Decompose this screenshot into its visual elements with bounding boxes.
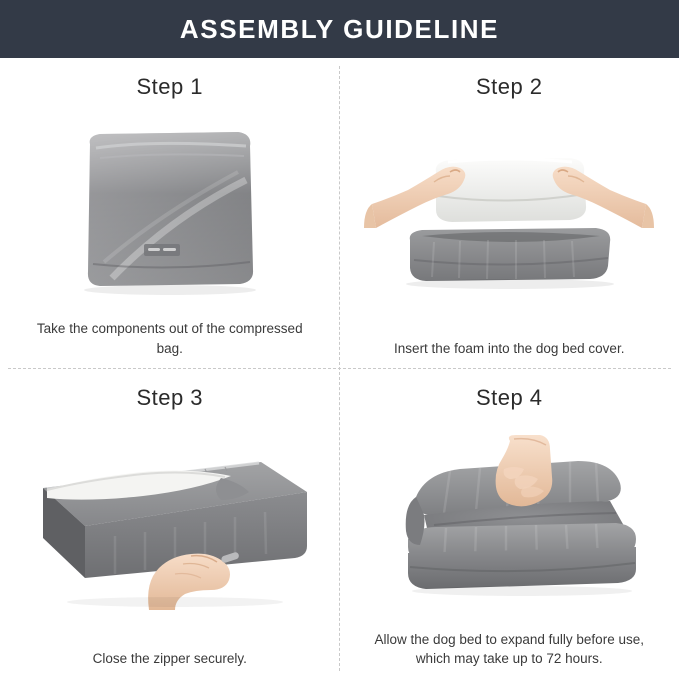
page-title: ASSEMBLY GUIDELINE bbox=[179, 13, 500, 44]
step-title-4: Step 4 bbox=[475, 384, 543, 410]
step-title-1: Step 1 bbox=[136, 74, 204, 99]
compressed-bag-illustration bbox=[14, 104, 326, 315]
step-card-1 bbox=[0, 58, 340, 369]
steps-grid bbox=[0, 58, 679, 679]
step-title-3: Step 3 bbox=[136, 384, 204, 410]
step-title-2: Step 2 bbox=[475, 74, 543, 99]
step-card-2 bbox=[340, 58, 679, 369]
hand-closing-zipper-illustration bbox=[14, 415, 326, 646]
page-header bbox=[0, 0, 679, 58]
step-caption-1: Take the components out of the compressed bag. bbox=[36, 321, 303, 356]
hands-inserting-foam-illustration bbox=[354, 104, 666, 335]
step-caption-4: Allow the dog bed to expand fully before use, which may take up to 72 hours. bbox=[374, 631, 644, 667]
step-caption-3: Close the zipper securely. bbox=[92, 651, 247, 667]
step-card-3 bbox=[0, 369, 340, 679]
hand-pressing-expanded-bed-illustration bbox=[354, 415, 666, 626]
step-card-4 bbox=[340, 369, 679, 679]
step-caption-2: Insert the foam into the dog bed cover. bbox=[394, 340, 625, 356]
